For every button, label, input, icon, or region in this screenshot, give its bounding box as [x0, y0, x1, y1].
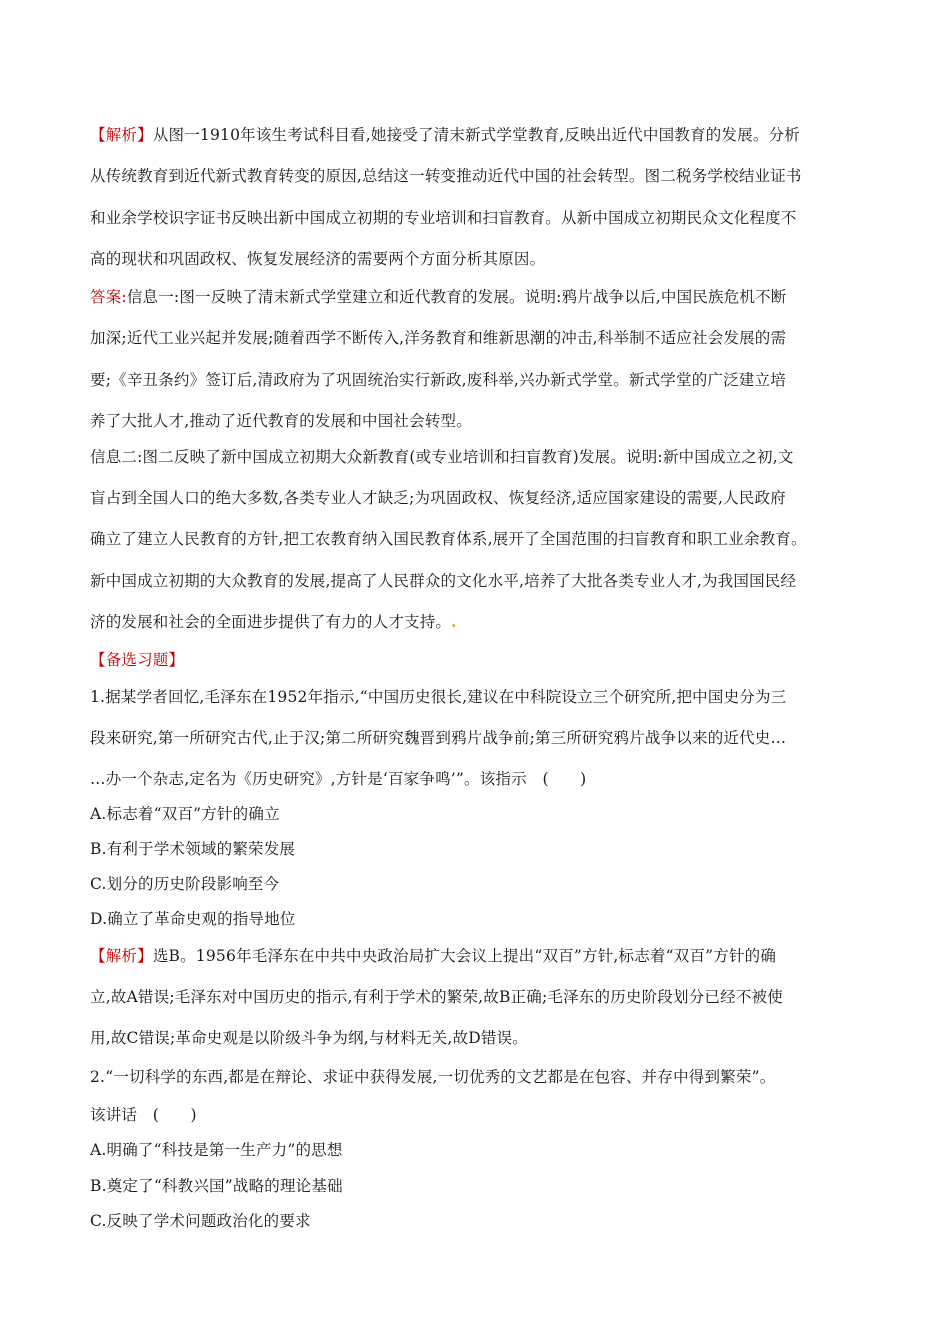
analysis-line — [90, 125, 860, 145]
section-title: 【备选习题】 — [90, 651, 185, 669]
answer-line: 养了大批人才,推动了近代教育的发展和中国社会转型。 — [90, 412, 472, 430]
question-line: 该讲话 ( ) — [90, 1106, 197, 1124]
option-c: C.划分的历史阶段影响至今 — [90, 875, 280, 893]
mark-dot: . — [451, 612, 457, 631]
analysis-line: 高的现状和巩固政权、恢复发展经济的需要两个方面分析其原因。 — [90, 250, 546, 268]
option-d: D.确立了革命史观的指导地位 — [90, 910, 296, 928]
option-c: C.反映了学术问题政治化的要求 — [90, 1212, 311, 1230]
answer-text: 信息一:图一反映了清末新式学堂建立和近代教育的发展。说明:鸦片战争以后,中国民族危机不断 — [126, 288, 787, 306]
answer-line: 信息二:图二反映了新中国成立初期大众新教育(或专业培训和扫盲教育)发展。说明:新中国成立之初,文 — [90, 448, 794, 466]
option-a: A.标志着“双百”方针的确立 — [90, 805, 280, 823]
answer-line: 盲占到全国人口的绝大多数,各类专业人才缺乏;为巩固政权、恢复经济,适应国家建设的需要,人民政府 — [90, 489, 786, 507]
option-a: A.明确了“科技是第一生产力”的思想 — [90, 1141, 343, 1159]
option-b: B.有利于学术领域的繁荣发展 — [90, 840, 296, 858]
analysis-line: 用,故C错误;革命史观是以阶级斗争为纲,与材料无关,故D错误。 — [90, 1029, 528, 1047]
answer-line — [90, 287, 860, 307]
analysis-line: 立,故A错误;毛泽东对中国历史的指示,有利于学术的繁荣,故B正确;毛泽东的历史阶段划分已经不被使 — [90, 988, 783, 1006]
answer-label: 答案: — [90, 288, 127, 306]
analysis-line — [90, 946, 860, 966]
question-line: 1.据某学者回忆,毛泽东在1952年指示,“中国历史很长,建议在中科院设立三个研究所,把中国史分为三 — [90, 688, 787, 706]
analysis-tag: 【解析】 — [90, 126, 153, 144]
answer-line: 确立了建立人民教育的方针,把工农教育纳入国民教育体系,展开了全国范围的扫盲教育和职工业余教育。 — [90, 530, 807, 548]
question-line: …办一个杂志,定名为《历史研究》,方针是‘百家争鸣’”。该指示 ( ) — [90, 770, 587, 788]
analysis-text: 选B。1956年毛泽东在中共中央政治局扩大会议上提出“双百”方针,标志着“双百”方针的确 — [152, 947, 777, 965]
analysis-line: 从传统教育到近代新式教育转变的原因,总结这一转变推动近代中国的社会转型。图二税务学校结业证书 — [90, 167, 802, 185]
answer-line: 新中国成立初期的大众教育的发展,提高了人民群众的文化水平,培养了大批各类专业人才,为我国国民经 — [90, 572, 797, 590]
answer-line — [90, 612, 860, 632]
question-line: 2.“一切科学的东西,都是在辩论、求证中获得发展,一切优秀的文艺都是在包容、并存中得到繁荣”。 — [90, 1068, 776, 1086]
question-line: 段来研究,第一所研究古代,止于汉;第二所研究魏晋到鸦片战争前;第三所研究鸦片战争以来的近代史… — [90, 729, 787, 747]
analysis-text: 从图一1910年该生考试科目看,她接受了清末新式学堂教育,反映出近代中国教育的发展。分析 — [152, 126, 800, 144]
option-b: B.奠定了“科教兴国”战略的理论基础 — [90, 1177, 343, 1195]
analysis-tag: 【解析】 — [90, 947, 153, 965]
answer-line: 加深;近代工业兴起并发展;随着西学不断传入,洋务教育和维新思潮的冲击,科举制不适应社会发展的需 — [90, 329, 787, 347]
analysis-line: 和业余学校识字证书反映出新中国成立初期的专业培训和扫盲教育。从新中国成立初期民众文化程度不 — [90, 209, 797, 227]
answer-text: 济的发展和社会的全面进步提供了有力的人才支持。 — [90, 613, 452, 631]
answer-line: 要;《辛丑条约》签订后,清政府为了巩固统治实行新政,废科举,兴办新式学堂。新式学堂的广泛建立培 — [90, 371, 786, 389]
